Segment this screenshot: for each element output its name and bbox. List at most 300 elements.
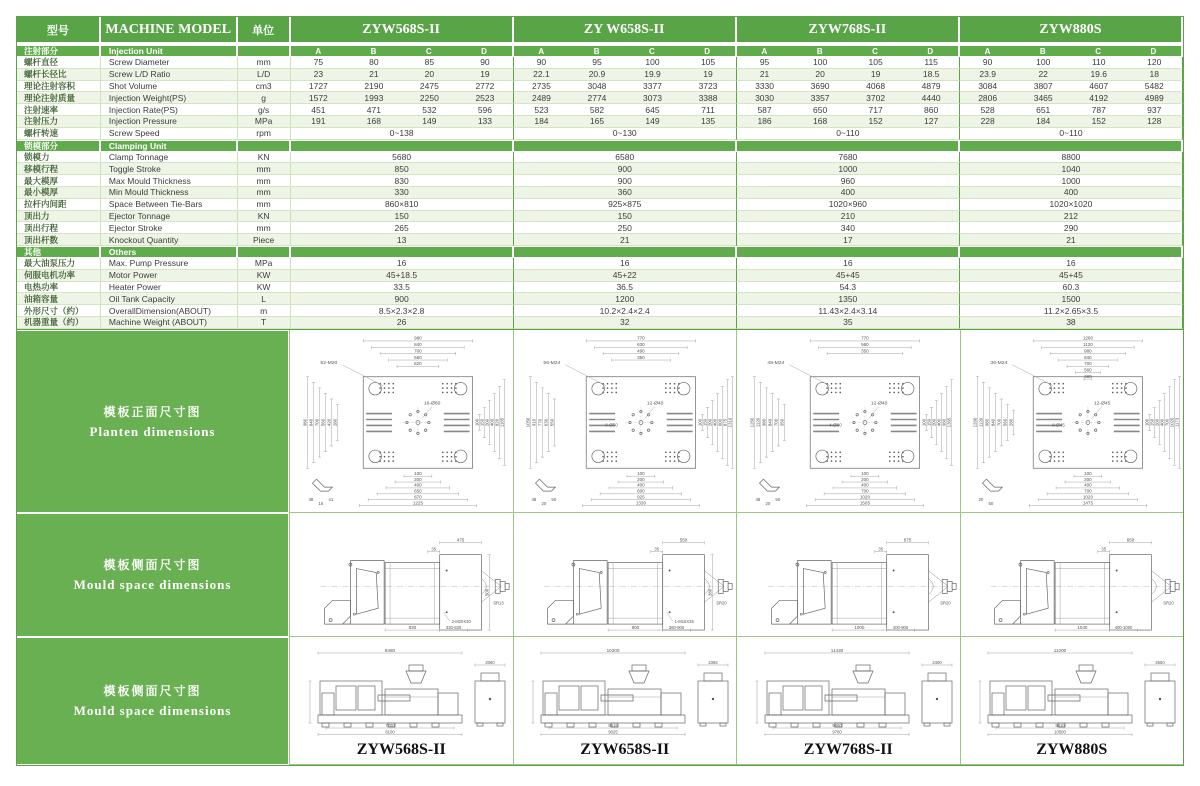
subcol-letter: C <box>425 46 432 56</box>
spec-value: 3723 <box>698 80 718 91</box>
spec-value: 19 <box>703 69 713 80</box>
spec-value: 16 <box>619 258 630 269</box>
spec-value: 16 <box>1066 258 1076 269</box>
row-label-cn: 注射速率 <box>17 104 101 116</box>
row-unit: MPa <box>238 258 291 270</box>
svg-text:50: 50 <box>988 500 994 506</box>
svg-text:200: 200 <box>931 418 937 426</box>
spec-value: 2735 <box>531 80 551 91</box>
spec-value: 6580 <box>615 151 635 162</box>
spec-value: 16 <box>396 258 407 269</box>
section-group-bar <box>291 45 514 57</box>
svg-text:200: 200 <box>637 476 645 482</box>
spec-value: 186 <box>757 116 772 127</box>
svg-text:38: 38 <box>308 496 314 502</box>
subcol-letter: C <box>648 46 655 56</box>
spec-group <box>960 92 1183 104</box>
subcol-letter: B <box>593 46 600 56</box>
svg-text:1260: 1260 <box>749 417 755 428</box>
spec-group <box>960 317 1183 329</box>
spec-value: 212 <box>1063 210 1079 221</box>
spec-value: 250 <box>617 222 632 233</box>
svg-text:8-Ø45: 8-Ø45 <box>1052 422 1066 428</box>
section-label-cn: 注射部分 <box>17 45 101 57</box>
spec-value: 95 <box>592 57 602 68</box>
section-group-bar <box>737 140 960 152</box>
spec-group <box>737 128 960 140</box>
spec-value: 1020×960 <box>828 199 867 210</box>
spec-value: 38 <box>1066 317 1076 328</box>
row-label-en: Ejector Tonnage <box>101 211 238 223</box>
spec-group <box>514 104 737 116</box>
spec-value: 150 <box>394 210 409 221</box>
spec-group <box>291 187 514 199</box>
spec-value: 711 <box>701 104 715 115</box>
subcol-letter: A <box>761 46 768 56</box>
row-label-cn: 螺杆长径比 <box>17 69 101 81</box>
svg-text:980: 980 <box>761 418 767 426</box>
section-label-en: Injection Unit <box>101 45 238 57</box>
subcol-letter: B <box>1039 46 1046 56</box>
spec-value: 149 <box>422 116 437 127</box>
row-label-cn: 最大模厚 <box>17 175 101 187</box>
svg-text:50: 50 <box>551 496 557 502</box>
svg-text:840: 840 <box>1084 354 1092 360</box>
spec-row <box>17 152 1183 164</box>
row-unit: mm <box>238 175 291 187</box>
row-label-en: Heater Power <box>101 282 238 294</box>
spec-row <box>17 282 1183 294</box>
spec-value: 290 <box>1063 222 1079 233</box>
svg-text:150: 150 <box>479 418 485 426</box>
section-label-en: Others <box>101 246 238 258</box>
svg-text:200: 200 <box>860 476 869 482</box>
svg-text:840: 840 <box>767 418 773 426</box>
spec-value: 3465 <box>1033 92 1053 103</box>
section-label-cn: 锁模部分 <box>17 140 101 152</box>
spec-value: 90 <box>480 57 490 68</box>
spec-group <box>291 175 514 187</box>
svg-text:36-M24: 36-M24 <box>990 360 1008 366</box>
spec-row <box>17 222 1183 234</box>
spec-group <box>291 128 514 140</box>
spec-value: 1350 <box>838 293 858 304</box>
spec-value: 4989 <box>1144 92 1164 103</box>
drawing-row-label-cn: 模板侧面尺寸图 <box>103 684 202 699</box>
svg-text:SR13: SR13 <box>493 599 504 605</box>
svg-text:100: 100 <box>1144 418 1150 426</box>
row-label-en: Space Between Tie-Bars <box>101 199 238 211</box>
spec-value: 22.1 <box>533 69 550 80</box>
svg-text:1173: 1173 <box>1174 417 1180 427</box>
spec-group <box>291 92 514 104</box>
svg-text:200: 200 <box>1154 418 1160 426</box>
drawing-row-label-cn: 模板正面尺寸图 <box>103 404 202 419</box>
header-model-name: ZYW768S-II <box>737 17 960 42</box>
svg-text:1120: 1120 <box>1083 341 1094 347</box>
svg-text:630: 630 <box>637 341 645 347</box>
drawing-cell <box>736 513 960 637</box>
spec-value: 5482 <box>1144 80 1164 91</box>
section-group-bar <box>291 246 514 258</box>
spec-group <box>737 175 960 187</box>
section-group-bar <box>960 246 1183 258</box>
section-unit-spacer <box>238 140 291 152</box>
spec-value: 2489 <box>531 92 551 103</box>
row-unit: m <box>238 305 291 317</box>
svg-text:48: 48 <box>531 496 537 502</box>
spec-group <box>960 104 1183 116</box>
row-unit: KW <box>238 270 291 282</box>
svg-text:1040: 1040 <box>1077 624 1088 630</box>
svg-text:280: 280 <box>332 418 338 426</box>
spec-value: 0~138 <box>389 128 414 139</box>
platen-drawing <box>290 330 513 512</box>
spec-value: 900 <box>394 293 409 304</box>
spec-group <box>737 258 960 270</box>
spec-group <box>737 270 960 282</box>
svg-text:600: 600 <box>717 418 723 426</box>
spec-value: 45+45 <box>1059 270 1083 281</box>
svg-text:2060: 2060 <box>485 659 495 665</box>
spec-row <box>17 163 1183 175</box>
machine-outline-drawing <box>960 637 1183 737</box>
spec-value: 360 <box>617 187 632 198</box>
spec-table <box>16 16 1184 330</box>
spec-value: 3330 <box>755 80 774 91</box>
svg-text:7200: 7200 <box>385 722 395 728</box>
svg-text:35: 35 <box>878 546 883 552</box>
svg-text:475: 475 <box>456 537 465 543</box>
spec-group <box>737 92 960 104</box>
svg-text:10200: 10200 <box>606 647 620 653</box>
header-model-cn: 型号 <box>17 17 101 42</box>
svg-text:11200: 11200 <box>1054 647 1067 653</box>
spec-value: 18.5 <box>922 69 940 80</box>
svg-text:150: 150 <box>926 418 932 426</box>
spec-value: 149 <box>645 116 660 127</box>
spec-value: 1993 <box>364 92 384 103</box>
spec-value: 2250 <box>419 92 439 103</box>
svg-text:960: 960 <box>941 418 947 426</box>
drawing-cell <box>513 513 737 637</box>
svg-text:48: 48 <box>755 496 761 502</box>
spec-value: 228 <box>980 116 995 127</box>
svg-text:400: 400 <box>637 482 645 488</box>
row-label-en: Machine Weight (ABOUT) <box>101 317 238 329</box>
spec-value: 11.43×2.4×3.14 <box>818 305 878 316</box>
spec-value: 1000 <box>838 163 858 174</box>
spec-value: 152 <box>1091 116 1106 127</box>
spec-value: 184 <box>534 116 549 127</box>
spec-group <box>291 234 514 246</box>
spec-value: 0~130 <box>612 128 637 139</box>
spec-value: 60.3 <box>1062 281 1080 292</box>
svg-text:200: 200 <box>1084 476 1092 482</box>
subcol-letter: B <box>370 46 377 56</box>
drawing-cell <box>513 637 737 765</box>
svg-text:560: 560 <box>860 341 869 347</box>
svg-text:840: 840 <box>308 418 314 426</box>
spec-value: 960 <box>840 175 855 186</box>
spec-group <box>737 305 960 317</box>
spec-value: 105 <box>700 57 716 68</box>
drawing-cell <box>960 637 1184 765</box>
svg-text:100: 100 <box>921 418 927 426</box>
svg-text:650: 650 <box>413 488 422 494</box>
spec-value: 3030 <box>755 92 774 103</box>
row-label-en: Injection Weight(PS) <box>101 92 238 104</box>
spec-value: 4879 <box>921 80 941 91</box>
spec-row <box>17 92 1183 104</box>
spec-row <box>17 293 1183 305</box>
spec-value: 1572 <box>308 92 328 103</box>
svg-text:20: 20 <box>765 500 771 506</box>
spec-value: 32 <box>619 317 630 328</box>
spec-row <box>17 270 1183 282</box>
spec-value: 21 <box>1066 234 1076 245</box>
svg-text:200: 200 <box>484 418 490 426</box>
svg-text:16-Ø60: 16-Ø60 <box>423 401 441 407</box>
row-unit: mm <box>238 57 291 69</box>
spec-value: 2774 <box>587 92 607 103</box>
section-bar <box>17 140 1183 152</box>
section-group-bar <box>737 45 960 57</box>
spec-value: 2523 <box>475 92 495 103</box>
drawing-cell <box>289 637 513 765</box>
spec-group <box>737 116 960 128</box>
spec-value: 523 <box>534 104 549 115</box>
spec-group <box>291 270 514 282</box>
spec-group <box>737 81 960 93</box>
svg-text:400: 400 <box>1084 482 1092 488</box>
header-model-name: ZYW880S <box>960 17 1183 42</box>
spec-row <box>17 81 1183 93</box>
svg-text:770: 770 <box>860 335 869 341</box>
subcol-letter: D <box>927 46 934 56</box>
svg-text:11430: 11430 <box>830 647 843 653</box>
svg-text:52-M20: 52-M20 <box>320 360 338 366</box>
spec-group <box>514 222 737 234</box>
spec-value: 3073 <box>643 92 662 103</box>
row-label-en: Injection Pressure <box>101 116 238 128</box>
spec-value: 100 <box>1036 57 1051 68</box>
platen-drawing <box>737 330 960 512</box>
spec-group <box>514 92 737 104</box>
spec-group <box>960 69 1183 81</box>
drawing-row <box>17 513 1183 637</box>
svg-text:420: 420 <box>326 418 332 426</box>
svg-text:100: 100 <box>697 418 703 426</box>
row-label-en: Knockout Quantity <box>101 234 238 246</box>
spec-group <box>737 222 960 234</box>
drawing-cell <box>736 637 960 765</box>
svg-text:350: 350 <box>637 354 645 360</box>
section-group-bar <box>737 246 960 258</box>
spec-group <box>960 305 1183 317</box>
spec-value: 340 <box>840 222 855 233</box>
svg-text:330-830: 330-830 <box>445 624 461 630</box>
spec-value: 2772 <box>475 80 495 91</box>
svg-text:48-M24: 48-M24 <box>767 360 785 366</box>
svg-text:150: 150 <box>702 418 708 426</box>
row-unit: T <box>238 317 291 329</box>
spec-value: 54.3 <box>839 281 857 292</box>
subcol-letter: B <box>816 46 823 56</box>
svg-text:600: 600 <box>637 488 645 494</box>
spec-value: 265 <box>394 222 409 233</box>
svg-text:560: 560 <box>1084 367 1092 373</box>
spec-group <box>291 199 514 211</box>
section-group-bar <box>514 140 737 152</box>
spec-group <box>514 258 737 270</box>
drawing-row <box>17 330 1183 513</box>
machine-outline-drawing <box>290 637 513 737</box>
spec-group <box>514 152 737 164</box>
svg-text:8100: 8100 <box>385 729 395 735</box>
row-unit: KW <box>238 282 291 294</box>
spec-value: 3807 <box>1033 80 1053 91</box>
header-model-name: ZYW568S-II <box>291 17 514 42</box>
svg-text:550: 550 <box>549 418 555 426</box>
svg-text:400-1000: 400-1000 <box>1115 624 1133 630</box>
spec-group <box>514 211 737 223</box>
row-label-en: Ejector Stroke <box>101 222 238 234</box>
spec-group <box>737 317 960 329</box>
svg-text:100: 100 <box>413 470 422 476</box>
spec-value: 20.9 <box>588 69 606 80</box>
svg-text:400: 400 <box>489 418 495 426</box>
svg-text:910: 910 <box>531 418 537 426</box>
spec-value: 26 <box>396 317 407 328</box>
spec-value: 23 <box>313 69 324 80</box>
svg-text:700: 700 <box>1084 360 1092 366</box>
subcol-letter: C <box>872 46 878 56</box>
svg-text:12-Ø40: 12-Ø40 <box>647 401 664 407</box>
drawing-row-label-cn: 模板侧面尺寸图 <box>103 558 202 573</box>
subcol-letter: C <box>1095 46 1101 56</box>
svg-text:1185: 1185 <box>499 417 505 427</box>
spec-value: 20 <box>815 69 825 80</box>
row-label-en: Max Mould Thickness <box>101 175 238 187</box>
svg-text:SR20: SR20 <box>1163 599 1174 605</box>
svg-text:560: 560 <box>320 418 326 426</box>
spec-value: 13 <box>396 234 407 245</box>
row-label-cn: 外形尺寸（约） <box>17 305 101 317</box>
spec-value: 10.2×2.4×2.4 <box>599 305 650 316</box>
spec-group <box>291 69 514 81</box>
spec-value: 4607 <box>1089 80 1109 91</box>
spec-group <box>291 163 514 175</box>
svg-text:50: 50 <box>775 496 781 502</box>
spec-value: 33.5 <box>393 281 410 292</box>
drawing-cell <box>736 330 960 513</box>
spec-value: 1500 <box>1061 293 1081 304</box>
spec-group <box>737 152 960 164</box>
spec-group <box>514 270 737 282</box>
spec-value: 400 <box>1063 187 1079 198</box>
row-label-cn: 移模行程 <box>17 163 101 175</box>
spec-value: 717 <box>868 104 883 115</box>
spec-value: 3377 <box>643 80 662 91</box>
spec-value: 184 <box>1036 116 1051 127</box>
svg-text:500: 500 <box>484 588 490 596</box>
svg-text:400: 400 <box>1159 418 1165 426</box>
svg-text:SR20: SR20 <box>716 599 727 605</box>
svg-text:200: 200 <box>707 418 713 426</box>
svg-text:2650: 2650 <box>1155 659 1165 665</box>
row-label-cn: 电热功率 <box>17 282 101 294</box>
section-group-bar <box>514 45 737 57</box>
svg-text:770: 770 <box>637 335 645 341</box>
svg-text:650: 650 <box>1126 537 1135 543</box>
drawing-row-label <box>17 513 289 637</box>
spec-group <box>514 116 737 128</box>
svg-text:980: 980 <box>413 335 422 341</box>
svg-text:980: 980 <box>302 418 308 426</box>
platen-drawing <box>513 330 736 512</box>
svg-text:400: 400 <box>860 482 869 488</box>
spec-group <box>291 152 514 164</box>
svg-text:700: 700 <box>860 488 869 494</box>
drawing-cell <box>960 513 1184 637</box>
row-label-cn: 理论注射容积 <box>17 81 101 93</box>
spec-group <box>514 69 737 81</box>
spec-group <box>737 199 960 211</box>
spec-group <box>960 57 1183 69</box>
spec-value: 5680 <box>392 151 412 162</box>
spec-group <box>291 81 514 93</box>
svg-text:380: 380 <box>707 588 713 596</box>
row-label-en: Shot Volume <box>101 81 238 93</box>
spec-value: 35 <box>843 317 853 328</box>
spec-value: 7680 <box>838 151 858 162</box>
spec-group <box>514 175 737 187</box>
svg-text:4-Ø60: 4-Ø60 <box>828 422 842 428</box>
row-label-en: Injection Rate(PS) <box>101 104 238 116</box>
row-label-en: OverallDimension(ABOUT) <box>101 305 238 317</box>
drawing-cell <box>960 330 1184 513</box>
spec-row <box>17 116 1183 128</box>
spec-value: 4068 <box>866 80 886 91</box>
row-label-cn: 顶出行程 <box>17 222 101 234</box>
spec-value: 925×875 <box>608 199 642 210</box>
spec-value: 830 <box>394 175 409 186</box>
svg-text:1000: 1000 <box>854 624 865 630</box>
mould-space-drawing <box>960 513 1183 636</box>
svg-text:1120: 1120 <box>755 417 761 427</box>
svg-text:400: 400 <box>413 482 422 488</box>
spec-row <box>17 199 1183 211</box>
svg-text:820: 820 <box>494 418 500 426</box>
section-label-cn: 其他 <box>17 246 101 258</box>
spec-value: 120 <box>1147 57 1162 68</box>
spec-group <box>514 163 737 175</box>
machine-model-footer-label: ZYW768S-II <box>803 740 893 758</box>
spec-value: 45+18.5 <box>386 270 418 281</box>
spec-value: 191 <box>311 116 326 127</box>
spec-value: 330 <box>394 187 409 198</box>
spec-group <box>960 282 1183 294</box>
spec-value: 23.9 <box>979 69 996 80</box>
svg-text:1050: 1050 <box>525 417 531 428</box>
spec-value: 110 <box>1091 57 1106 68</box>
spec-value: 0~110 <box>1059 128 1083 139</box>
svg-text:350: 350 <box>779 418 785 426</box>
spec-group <box>291 222 514 234</box>
spec-group <box>291 104 514 116</box>
spec-value: 528 <box>980 104 995 115</box>
